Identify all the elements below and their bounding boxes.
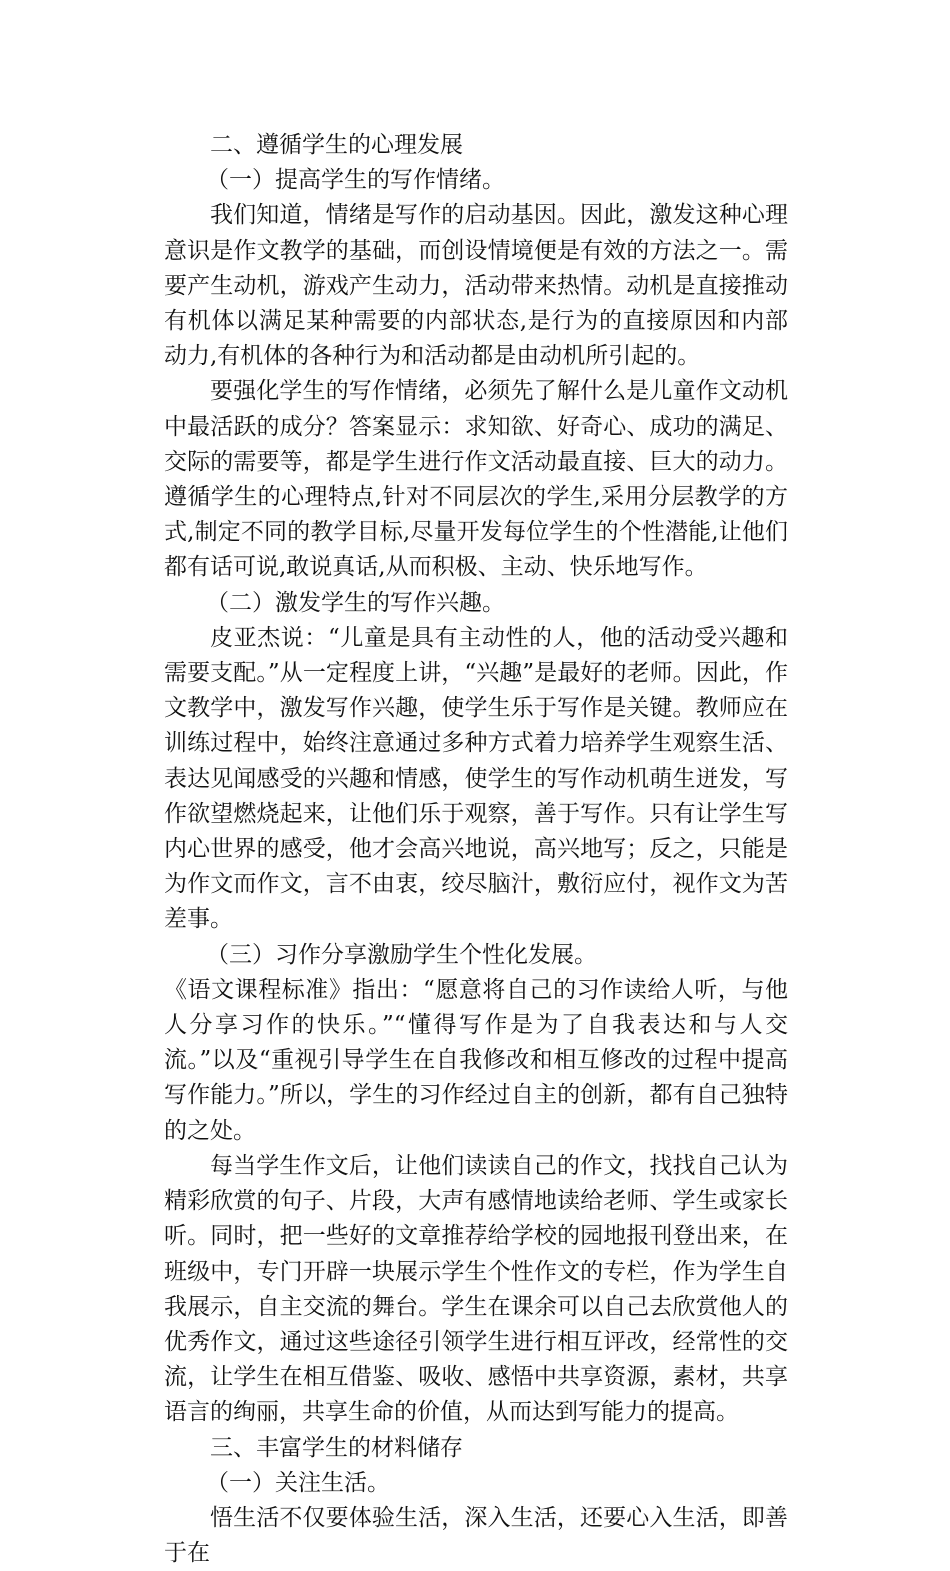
subsection-heading-3: （三）习作分享激励学生个性化发展。 [206,941,597,968]
subsection-heading-4: （一）关注生活。 [206,1469,390,1496]
subsection-heading-2: （二）激发学生的写作兴趣。 [206,589,505,616]
paragraph-1: 我们知道，情绪是写作的启动基因。因此，激发这种心理意识是作文教学的基础，而创设情境便是有效的方法之一。需要产生动机，游戏产生动力，活动带来热情。动机是直接推动有机体以满足某种需要的内部状态,是行为的直接原因和内部动力,有机体的各种行为和活动都是由动机所引起的。 [164,202,788,370]
paragraph-3: 皮亚杰说：“儿童是具有主动性的人，他的活动受兴趣和需要支配。”从一定程度上讲，“兴趣”是最好的老师。因此，作文教学中，激发写作兴趣，使学生乐于写作是关键。教师应在训练过程中，始终注意通过多种方式着力培养学生观察生活、表达见闻感受的兴趣和情感，使学生的写作动机萌生迸发，写作欲望燃烧起来，让他们乐于观察，善于写作。只有让学生写内心世界的感受，他才会高兴地说，高兴地写；反之，只能是为作文而作文，言不由衷，绞尽脑汁，敷衍应付，视作文为苦差事。 [164,624,788,933]
section-heading-2: 二、遵循学生的心理发展 [210,132,463,158]
document-body [164,128,788,1571]
paragraph-2: 要强化学生的写作情绪，必须先了解什么是儿童作文动机中最活跃的成分？答案显示：求知欲、好奇心、成功的满足、交际的需要等，都是学生进行作文活动最直接、巨大的动力。遵循学生的心理特点,针对不同层次的学生,采用分层教学的方式,制定不同的教学目标,尽量开发每位学生的个性潜能,让他们都有话可说,敢说真话,从而积极、主动、快乐地写作。 [164,378,788,581]
paragraph-4: 《语文课程标准》指出：“愿意将自己的习作读给人听，与他人分享习作的快乐。”“懂得写作是为了自我表达和与人交流。”以及“重视引导学生在自我修改和相互修改的过程中提高写作能力。”所以，学生的习作经过自主的创新，都有自己独特的之处。 [164,976,788,1144]
section-heading-3: 三、丰富学生的材料储存 [210,1434,463,1461]
subsection-heading-1: （一）提高学生的写作情绪。 [206,167,505,194]
paragraph-6: 悟生活不仅要体验生活，深入生活，还要心入生活，即善于在 [164,1504,788,1567]
paragraph-5: 每当学生作文后，让他们读读自己的作文，找找自己认为精彩欣赏的句子、片段，大声有感情地读给老师、学生或家长听。同时，把一些好的文章推荐给学校的园地报刊登出来，在班级中，专门开辟一块展示学生个性作文的专栏，作为学生自我展示，自主交流的舞台。学生在课余可以自己去欣赏他人的优秀作文，通过这些途径引领学生进行相互评改，经常性的交流，让学生在相互借鉴、吸收、感悟中共享资源，素材，共享语言的绚丽，共享生命的价值，从而达到写能力的提高。 [164,1152,788,1426]
